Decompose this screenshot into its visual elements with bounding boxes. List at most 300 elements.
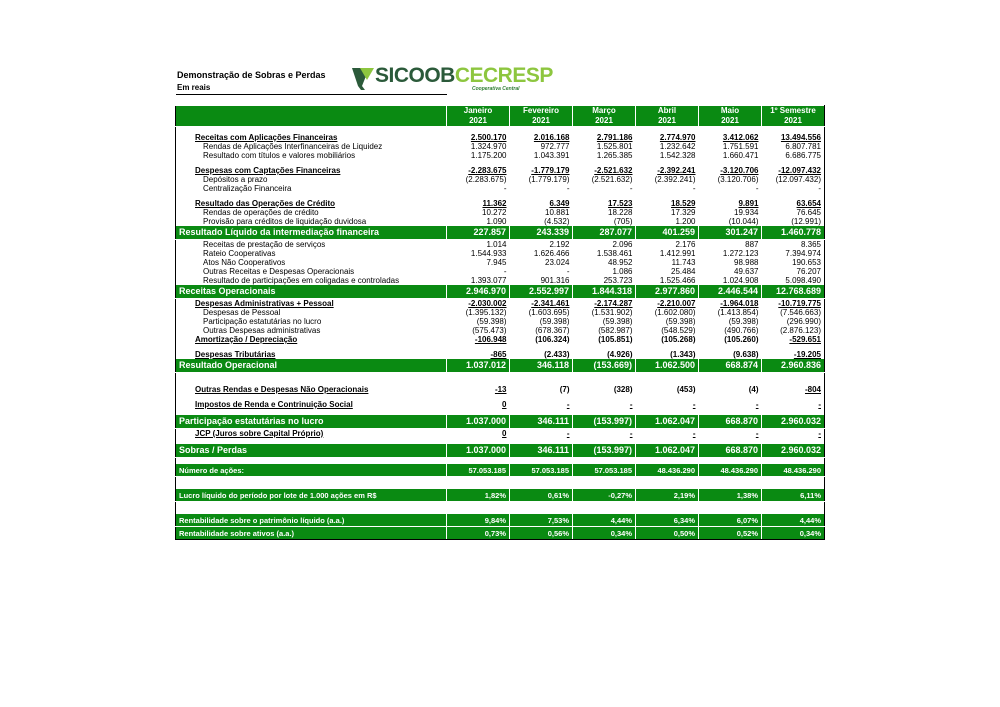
cell-value: 57.053.185	[531, 465, 569, 475]
value-cell	[699, 400, 762, 409]
value-cell	[699, 208, 762, 217]
financial-statement-table	[175, 105, 825, 540]
row-label: Depósitos a prazo	[176, 175, 447, 184]
cell-value: 6.807.781	[785, 142, 821, 151]
cell-value: (296.990)	[786, 317, 821, 326]
table-row	[176, 184, 825, 193]
logo-word-sicoob: SICOOB	[375, 64, 455, 87]
cell-value: -0,27%	[608, 490, 632, 500]
value-cell	[699, 217, 762, 226]
value-cell	[447, 151, 510, 160]
table-row	[176, 267, 825, 276]
value-cell	[573, 142, 636, 151]
logo-word-cecresp: CECRESP	[454, 64, 553, 87]
cell-value: 0,34%	[799, 528, 821, 538]
value-cell	[447, 350, 510, 359]
table-row	[176, 249, 825, 258]
total-row	[176, 444, 825, 458]
cell-value: 1.393.077	[470, 276, 507, 285]
value-cell	[636, 489, 699, 502]
row-label: Impostos de Renda e Contrinuição Social	[176, 400, 447, 409]
value-cell	[573, 199, 636, 208]
cell-value: 1.175.200	[470, 151, 507, 160]
value-cell	[573, 489, 636, 502]
cell-value: 18.228	[608, 208, 633, 217]
row-label: Resultado de participações em coligadas e controladas	[176, 276, 447, 285]
value-cell	[510, 464, 573, 477]
cell-value: -	[566, 267, 570, 276]
value-cell	[573, 444, 636, 458]
value-cell	[762, 267, 825, 276]
row-label: Participação estatutárias no lucro	[176, 317, 447, 326]
cell-value: 668.870	[725, 416, 758, 426]
cell-value: (7)	[559, 385, 570, 394]
cell-value: -19.205	[793, 350, 821, 359]
value-cell	[636, 350, 699, 359]
value-cell	[510, 326, 573, 335]
value-cell	[636, 249, 699, 258]
value-cell	[447, 184, 510, 193]
report-title: Demonstração de Sobras e Perdas	[177, 70, 326, 80]
cell-value: 9,84%	[484, 515, 506, 525]
cell-value: (105.260)	[724, 335, 759, 344]
value-cell	[762, 240, 825, 250]
cell-value: 98.988	[734, 258, 759, 267]
row-label: Rendas de Aplicações Interfinanceiras de Liquidez	[176, 142, 447, 151]
cell-value: 243.339	[536, 227, 569, 237]
value-cell	[699, 308, 762, 317]
cell-value: -	[566, 429, 570, 438]
column-header: Abril 2021	[636, 106, 699, 127]
row-label: Receitas de prestação de serviços	[176, 240, 447, 250]
value-cell	[762, 249, 825, 258]
cell-value: 2.946.970	[465, 286, 506, 296]
value-cell	[573, 350, 636, 359]
table-row	[176, 335, 825, 344]
cell-value: -	[629, 184, 633, 193]
column-header: 1º Semestre 2021	[762, 106, 825, 127]
table-row	[176, 166, 825, 175]
value-cell	[636, 335, 699, 344]
value-cell	[573, 285, 636, 299]
cell-value: 1.412.991	[659, 249, 696, 258]
value-cell	[699, 385, 762, 394]
value-cell	[636, 142, 699, 151]
cell-value: 3.412.062	[722, 133, 759, 142]
value-cell	[573, 385, 636, 394]
value-cell	[699, 326, 762, 335]
value-cell	[762, 514, 825, 527]
value-cell	[699, 133, 762, 142]
value-cell	[762, 527, 825, 540]
cell-value: 1.062.500	[654, 360, 695, 370]
value-cell	[510, 142, 573, 151]
cell-value: 1.525.801	[596, 142, 633, 151]
row-label: Despesas de Pessoal	[176, 308, 447, 317]
cell-value: 401.259	[662, 227, 695, 237]
value-cell	[573, 226, 636, 240]
value-cell	[636, 385, 699, 394]
value-cell	[636, 464, 699, 477]
value-cell	[699, 514, 762, 527]
cell-value: (2.433)	[544, 350, 570, 359]
sicoob-logo-icon	[352, 66, 374, 90]
value-cell	[636, 299, 699, 309]
cell-value: (548.529)	[661, 326, 696, 335]
cell-value: (2.283.675)	[465, 175, 507, 184]
value-cell	[762, 151, 825, 160]
cell-value: 2.960.836	[780, 360, 821, 370]
cell-value: -	[692, 400, 696, 409]
value-cell	[762, 415, 825, 429]
cell-value: 901.316	[540, 276, 570, 285]
value-cell	[573, 267, 636, 276]
value-cell	[699, 175, 762, 184]
value-cell	[447, 317, 510, 326]
report-subtitle: Em reais	[177, 83, 211, 92]
cell-value: 1.544.933	[470, 249, 507, 258]
cell-value: 0,61%	[547, 490, 569, 500]
value-cell	[762, 199, 825, 208]
value-cell	[699, 240, 762, 250]
table-row	[176, 308, 825, 317]
cell-value: 4,44%	[799, 515, 821, 525]
value-cell	[510, 444, 573, 458]
cell-value: 6,34%	[673, 515, 695, 525]
cell-value: 1.043.391	[533, 151, 570, 160]
value-cell	[510, 308, 573, 317]
value-cell	[573, 415, 636, 429]
value-cell	[447, 217, 510, 226]
cell-value: 1.272.123	[722, 249, 759, 258]
sicoob-logo	[352, 64, 553, 96]
value-cell	[447, 514, 510, 527]
row-label: Outras Rendas e Despesas Não Operacionais	[176, 385, 447, 394]
cell-value: -2.341.461	[531, 299, 570, 308]
cell-value: -804	[804, 385, 821, 394]
value-cell	[447, 400, 510, 409]
value-cell	[447, 444, 510, 458]
value-cell	[636, 527, 699, 540]
value-cell	[573, 527, 636, 540]
value-cell	[573, 359, 636, 373]
cell-value: (705)	[613, 217, 633, 226]
cell-value: 1,38%	[736, 490, 758, 500]
value-cell	[447, 240, 510, 250]
table-row	[176, 208, 825, 217]
value-cell	[636, 267, 699, 276]
cell-value: (12.991)	[791, 217, 821, 226]
cell-value: 13.494.556	[780, 133, 821, 142]
value-cell	[510, 276, 573, 285]
value-cell	[447, 276, 510, 285]
value-cell	[573, 208, 636, 217]
table-row	[176, 133, 825, 142]
value-cell	[510, 208, 573, 217]
value-cell	[573, 400, 636, 409]
cell-value: 1.232.642	[659, 142, 696, 151]
value-cell	[636, 400, 699, 409]
table-row	[176, 429, 825, 439]
cell-value: 2.016.168	[533, 133, 570, 142]
cell-value: (575.473)	[472, 326, 507, 335]
column-header: Maio 2021	[699, 106, 762, 127]
cell-value: 23.024	[545, 258, 570, 267]
table-row	[176, 199, 825, 208]
value-cell	[573, 299, 636, 309]
row-label: Outras Receitas e Despesas Operacionais	[176, 267, 447, 276]
cell-value: 1.324.970	[470, 142, 507, 151]
value-cell	[636, 308, 699, 317]
value-cell	[762, 133, 825, 142]
table-row	[176, 385, 825, 394]
value-cell	[573, 317, 636, 326]
table-row	[176, 142, 825, 151]
value-cell	[510, 226, 573, 240]
cell-value: 2.192	[549, 240, 570, 249]
cell-value: -2.521.632	[594, 166, 633, 175]
cell-value: 1.037.000	[465, 445, 506, 455]
table-row	[176, 151, 825, 160]
value-cell	[447, 299, 510, 309]
cell-value: 1.062.047	[654, 416, 695, 426]
value-cell	[510, 133, 573, 142]
cell-value: (1.602.080)	[654, 308, 696, 317]
cell-value: 6,11%	[800, 490, 821, 500]
table-row	[176, 400, 825, 409]
value-cell	[699, 299, 762, 309]
value-cell	[762, 208, 825, 217]
value-cell	[447, 359, 510, 373]
value-cell	[762, 285, 825, 299]
cell-value: 0	[502, 400, 507, 409]
value-cell	[510, 359, 573, 373]
value-cell	[573, 335, 636, 344]
value-cell	[447, 226, 510, 240]
cell-value: (4)	[748, 385, 759, 394]
cell-value: -	[692, 184, 696, 193]
value-cell	[762, 350, 825, 359]
cell-value: -	[692, 429, 696, 438]
cell-value: -13	[494, 385, 507, 394]
value-cell	[447, 267, 510, 276]
value-cell	[762, 444, 825, 458]
value-cell	[636, 208, 699, 217]
cell-value: (105.851)	[598, 335, 633, 344]
value-cell	[447, 166, 510, 175]
value-cell	[636, 258, 699, 267]
value-cell	[510, 184, 573, 193]
value-cell	[699, 464, 762, 477]
cell-value: 4,44%	[610, 515, 632, 525]
cell-value: -106.948	[474, 335, 507, 344]
cell-value: 1.062.047	[654, 445, 695, 455]
cell-value: 346.111	[537, 445, 569, 455]
column-header: Janeiro 2021	[447, 106, 510, 127]
cell-value: 1.844.318	[591, 286, 632, 296]
value-cell	[699, 359, 762, 373]
cell-value: 1.037.012	[465, 360, 506, 370]
column-header: Fevereiro 2021	[510, 106, 573, 127]
cell-value: -3.120.706	[720, 166, 759, 175]
row-label: Centralização Financeira	[176, 184, 447, 193]
row-label: Sobras / Perdas	[176, 444, 447, 458]
cell-value: (9.638)	[733, 350, 759, 359]
value-cell	[762, 359, 825, 373]
value-cell	[636, 226, 699, 240]
value-cell	[447, 527, 510, 540]
cell-value: 48.436.290	[720, 465, 758, 475]
cell-value: 2.774.970	[659, 133, 696, 142]
cell-value: 668.870	[725, 445, 758, 455]
cell-value: (106.324)	[535, 335, 570, 344]
cell-value: 57.053.185	[594, 465, 632, 475]
cell-value: 49.637	[734, 267, 759, 276]
value-cell	[636, 133, 699, 142]
cell-value: (1.413.854)	[717, 308, 759, 317]
cell-value: (153.997)	[593, 416, 632, 426]
cell-value: 10.272	[482, 208, 507, 217]
value-cell	[699, 415, 762, 429]
value-cell	[762, 276, 825, 285]
value-cell	[636, 359, 699, 373]
table-row	[176, 299, 825, 309]
cell-value: 0,50%	[673, 528, 695, 538]
table-row	[176, 258, 825, 267]
value-cell	[762, 464, 825, 477]
cell-value: -1.964.018	[720, 299, 759, 308]
cell-value: 301.247	[725, 227, 758, 237]
value-cell	[447, 285, 510, 299]
cell-value: 1.626.466	[533, 249, 570, 258]
cell-value: -865	[490, 350, 507, 359]
cell-value: 48.952	[608, 258, 633, 267]
value-cell	[762, 385, 825, 394]
cell-value: -529.651	[789, 335, 821, 344]
value-cell	[510, 258, 573, 267]
total-row	[176, 359, 825, 373]
cell-value: 7.945	[486, 258, 507, 267]
cell-value: 25.484	[671, 267, 696, 276]
cell-value: 2,19%	[673, 490, 695, 500]
value-cell	[510, 514, 573, 527]
cell-value: (3.120.706)	[717, 175, 759, 184]
cell-value: 1.460.778	[780, 227, 821, 237]
cell-value: (153.997)	[593, 445, 632, 455]
value-cell	[699, 199, 762, 208]
cell-value: (2.521.632)	[591, 175, 633, 184]
cell-value: -10.719.775	[778, 299, 821, 308]
total-row	[176, 489, 825, 502]
table-row	[176, 175, 825, 184]
table-row	[176, 326, 825, 335]
value-cell	[762, 184, 825, 193]
value-cell	[762, 166, 825, 175]
cell-value: 18.529	[671, 199, 696, 208]
cell-value: 19.934	[734, 208, 759, 217]
cell-value: 8.365	[800, 240, 821, 249]
header-label-cell	[176, 106, 447, 127]
cell-value: -	[503, 267, 507, 276]
value-cell	[636, 444, 699, 458]
cell-value: 1.200	[675, 217, 696, 226]
value-cell	[573, 258, 636, 267]
cell-value: 346.111	[537, 416, 569, 426]
cell-value: 1.265.385	[596, 151, 633, 160]
cell-value: (12.097.432)	[775, 175, 821, 184]
cell-value: (328)	[613, 385, 633, 394]
row-label: Rentabilidade sobre o patrimônio líquido (a.a.)	[176, 514, 447, 527]
cell-value: (2.392.241)	[654, 175, 696, 184]
value-cell	[510, 527, 573, 540]
cell-value: 668.874	[725, 360, 758, 370]
value-cell	[699, 276, 762, 285]
value-cell	[510, 415, 573, 429]
cell-value: 6.686.775	[785, 151, 821, 160]
value-cell	[447, 133, 510, 142]
cell-value: (678.367)	[535, 326, 570, 335]
value-cell	[510, 249, 573, 258]
cell-value: 253.723	[603, 276, 633, 285]
value-cell	[762, 308, 825, 317]
logo-wordmark	[375, 64, 553, 88]
cell-value: -	[755, 429, 759, 438]
cell-value: 6.349	[549, 199, 570, 208]
value-cell	[510, 199, 573, 208]
cell-value: (1.603.695)	[528, 308, 570, 317]
cell-value: -	[755, 400, 759, 409]
cell-value: (2.876.123)	[780, 326, 821, 335]
row-label: Provisão para créditos de liquidação duvidosa	[176, 217, 447, 226]
value-cell	[510, 335, 573, 344]
value-cell	[573, 240, 636, 250]
cell-value: 287.077	[599, 227, 632, 237]
value-cell	[636, 429, 699, 439]
total-row	[176, 285, 825, 299]
cell-value: 1.014	[486, 240, 507, 249]
value-cell	[762, 326, 825, 335]
value-cell	[699, 527, 762, 540]
value-cell	[573, 217, 636, 226]
value-cell	[573, 464, 636, 477]
cell-value: 2.960.032	[780, 445, 821, 455]
table-row	[176, 240, 825, 250]
row-label: Resultado com títulos e valores mobiliários	[176, 151, 447, 160]
cell-value: 972.777	[540, 142, 570, 151]
cell-value: 2.552.997	[528, 286, 569, 296]
value-cell	[699, 267, 762, 276]
value-cell	[510, 175, 573, 184]
value-cell	[510, 317, 573, 326]
cell-value: 1.090	[486, 217, 507, 226]
value-cell	[762, 226, 825, 240]
value-cell	[510, 240, 573, 250]
row-label: Receitas Operacionais	[176, 285, 447, 299]
value-cell	[636, 166, 699, 175]
cell-value: 1.037.000	[465, 416, 506, 426]
value-cell	[447, 199, 510, 208]
value-cell	[510, 350, 573, 359]
row-label: Resultado Operacional	[176, 359, 447, 373]
cell-value: -1.779.179	[531, 166, 570, 175]
value-cell	[573, 276, 636, 285]
row-label: Número de ações:	[176, 464, 447, 477]
cell-value: (490.766)	[724, 326, 759, 335]
cell-value: -	[629, 400, 633, 409]
value-cell	[762, 258, 825, 267]
row-label: Participação estatutárias no lucro	[176, 415, 447, 429]
row-label: Resultado das Operações de Crédito	[176, 199, 447, 208]
